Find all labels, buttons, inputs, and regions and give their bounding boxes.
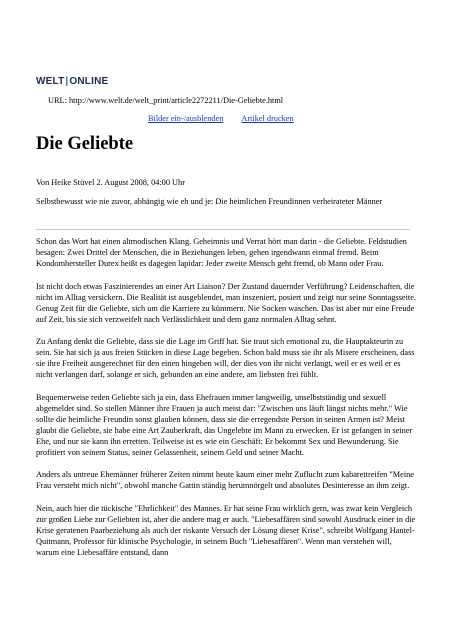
logo-part-online: ONLINE: [69, 76, 109, 87]
article-teaser: Selbstbewusst wie nie zuvor, abhängig wie eh und je: Die heimlichen Freundinnen verheirateter Männer: [36, 197, 383, 206]
logo-separator: |: [65, 76, 69, 87]
welt-online-logo: [36, 76, 108, 87]
paragraph: Bequemerweise reden Geliebte sich ja ein, dass Ehefrauen immer langweilig, unselbstständig und sexuell abgemeldet sind. So stellen Männer ihre Frauen ja auch meist dar: "Zwischen uns läuft längst nichts mehr." Wie sollte die heimliche Freundin sonst glauben können, dass sie die erregendste Person in seinen Armen ist? Meist glaubt die Geliebte, sie habe eine Art Zauberkraft, das Ungelebte im Mann zu erwecken. Er ist gefangen in seiner Ehe, und nur sie kann ihn erretten. Teilweise ist es wie ein Geschäft: Er bekommt Sex und Bewunderung. Sie profitiert von seinem Status, seiner Gelassenheit, seinem Geld und seiner Macht.: [36, 392, 413, 457]
article-body: [36, 236, 416, 569]
paragraph: Ist nicht doch etwas Faszinierendes an einer Art Liaison? Der Zustand dauernder Verführung? Leidenschaften, die nicht im Alltag versickern. Die Realität ist ausgeblendet, man inszeniert, posiert und zeigt nur seine Sonntagsseite. Genug Zeit für die Geliebte, sich um die Karriere zu kümmern. Nie Socken waschen. Das ist aber nur eine Freude auf Zeit, bis sie sich verzweifelt nach Verlässlichkeit und dem ganz normalen Alltag sehnt.: [36, 281, 416, 324]
toggle-images-link[interactable]: Bilder ein-/ausblenden: [148, 114, 224, 123]
divider: [36, 229, 410, 230]
print-article-link[interactable]: Artikel drucken: [241, 114, 294, 123]
logo-part-welt: WELT: [36, 76, 65, 87]
article-title: Die Geliebte: [36, 134, 134, 154]
article-byline: Von Heike Stüvel 2. August 2008, 04:00 Uhr: [36, 178, 185, 187]
paragraph: Zu Anfang denkt die Geliebte, dass sie die Lage im Griff hat. Sie traut sich emotional zu, die Hauptakteurin zu sein. Sie hat sich ja aus freien Stücken in diese Lage begeben. Schon bald muss sie ihr als Misere erscheinen, dass sie ihre Freiheit ausgerechnet für den einen hingeben will, der dies von ihr nicht verlangt, weil er es weil er es nicht verlangen darf, solange er sich, gebunden an eine andere, am liebsten frei fühlt.: [36, 337, 415, 379]
paragraph: Schon das Wort hat einen altmodischen Klang. Geheimnis und Verrat hört man darin - die Geliebte. Feldstudien besagen: Zwei Drittel der Menschen, die in Beziehungen leben, gehen irgendwann einmal fremd. Beim Kondomhersteller Durex heißt es dagegen lapidar: Jeder zweite Mensch geht fremd, ob Mann oder Frau.: [36, 237, 407, 268]
article-url: URL: http://www.welt.de/welt_print/article2272211/Die-Geliebte.html: [48, 96, 284, 105]
paragraph: Nein, auch hier die tückische "Ehrlichkeit" des Mannes. Er hat seine Frau wirklich gern, was zwar kein Vergleich zur großen Liebe zur Geliebten ist, aber die andere mag er auch. "Liebesaffären sind sowohl Ausdruck einer in die Krise geratenen Paarbeziehung als auch der riskante Versuch der Lösung dieser Krise", schreibt Wolfgang Hantel-Quitmann, Professor für klinische Psychologie, in seinem Buch "Liebesaffären". Wenn man verstehen will, warum eine Liebesaffäre entstand, dann: [36, 503, 416, 557]
paragraph: Anders als untreue Ehemänner früherer Zeiten nimmt heute kaum einer mehr Zuflucht zum kabarettreifen "Meine Frau versteht mich nicht", obwohl manche Gattin ständig herumnörgelt und absolutes Desinteresse an ihm zeigt.: [36, 470, 414, 490]
article-links: [148, 114, 294, 123]
